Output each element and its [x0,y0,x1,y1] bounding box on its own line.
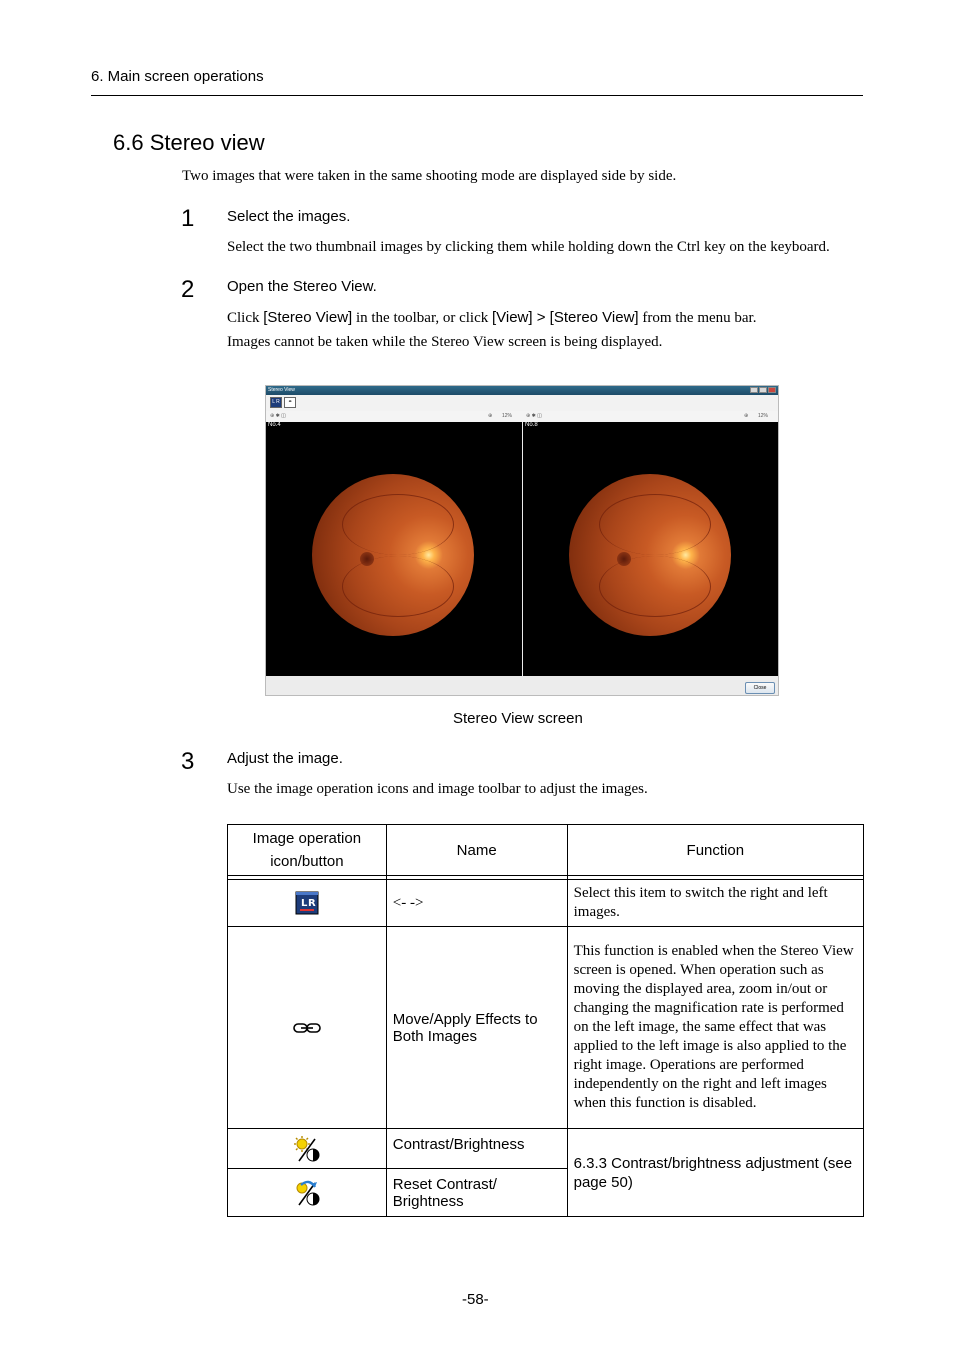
column-header: Name [386,825,567,876]
vessel [599,494,711,555]
name-cell: Move/Apply Effects to Both Images [386,927,567,1129]
step-body [227,306,756,330]
vessel [342,494,454,555]
window-footer [266,676,778,696]
image-label: No.8 [525,422,538,428]
svg-text:R: R [307,898,316,909]
column-header: Image operation icon/button [228,825,387,876]
maximize-icon[interactable] [759,387,767,393]
step-number: 1 [181,205,195,232]
image-toolbar [266,411,778,422]
zoom-icon[interactable]: ⊕ [488,413,493,419]
header-rule [91,95,863,96]
fundus-image [312,474,474,636]
step-body: Select the two thumbnail images by clicking them while holding down the Ctrl key on the keyboard. [227,239,830,255]
column-header: Function [567,825,863,876]
fundus-image [569,474,731,636]
vessel [342,556,454,617]
image-tools-icon[interactable]: ⊕ ✱ ◫ [526,413,542,419]
swap-lr-icon [295,891,319,915]
section-intro: Two images that were taken in the same shooting mode are displayed side by side. [182,168,677,184]
step-text: from the menu bar. [638,310,757,326]
function-cell: 6.3.3 Contrast/brightness adjustment (see page 50) [567,1129,863,1217]
table-header-row [228,825,864,876]
window-titlebar [266,386,778,395]
image-label: No.4 [268,422,281,428]
step-title: Select the images. [227,208,351,225]
step-title: Open the Stereo View. [227,278,377,295]
window-toolbar [266,395,778,412]
figure-caption: Stereo View screen [453,710,583,727]
zoom-icon[interactable]: ⊕ [744,413,749,419]
step-number: 2 [181,276,195,303]
name-cell: Reset Contrast/ Brightness [386,1169,567,1217]
name-cell: <- -> [386,880,567,927]
close-button[interactable]: Close [745,682,775,694]
ui-label-stereo-view: [Stereo View] [263,309,353,326]
function-cell: This function is enabled when the Stereo View screen is opened. When operation such as moving the displayed area, zoom in/out or changing the magnification rate is performed on the left image, the same effect that was applied to the left image is also applied to the right image. Operations are performed independently on the right and left images when this function is disabled. [567,927,863,1129]
table-row [228,1129,864,1169]
minimize-icon[interactable] [750,387,758,393]
step-text: Click [227,310,264,326]
operations-table [227,824,864,1217]
step-number: 3 [181,748,195,775]
contrast-brightness-icon [293,1135,321,1163]
icon-cell [228,1169,387,1217]
step-text: in the toolbar, or click [352,310,492,326]
image-tools-icon[interactable]: ⊕ ✱ ◫ [270,413,286,419]
icon-cell [228,880,387,927]
stereo-view-screenshot [265,385,779,696]
right-image-pane[interactable] [523,422,779,676]
left-image-pane[interactable] [266,422,522,676]
svg-text:L: L [300,898,308,909]
step-title: Adjust the image. [227,750,343,767]
reset-contrast-brightness-icon [293,1179,321,1207]
name-cell: Contrast/Brightness [386,1129,567,1169]
function-cell: Select this item to switch the right and left images. [567,880,863,927]
running-header: 6. Main screen operations [91,68,264,85]
table-row [228,927,864,1129]
step-note: Images cannot be taken while the Stereo View screen is being displayed. [227,334,663,350]
vessel [599,556,711,617]
close-icon[interactable] [768,387,776,393]
table-row [228,880,864,927]
link-icon[interactable]: ⚭ [284,397,296,408]
ui-label-view-menu: [View] > [Stereo View] [491,309,639,326]
step-body: Use the image operation icons and image toolbar to adjust the images. [227,781,648,797]
swap-lr-icon[interactable]: L R [270,397,282,408]
link-icon [293,1021,321,1035]
section-title: 6.6 Stereo view [113,130,265,155]
page-number: -58- [462,1291,489,1308]
zoom-level: 12% [502,413,513,419]
zoom-level: 12% [758,413,769,419]
icon-cell [228,1129,387,1169]
window-title: Stereo View [268,387,295,393]
icon-cell [228,927,387,1129]
